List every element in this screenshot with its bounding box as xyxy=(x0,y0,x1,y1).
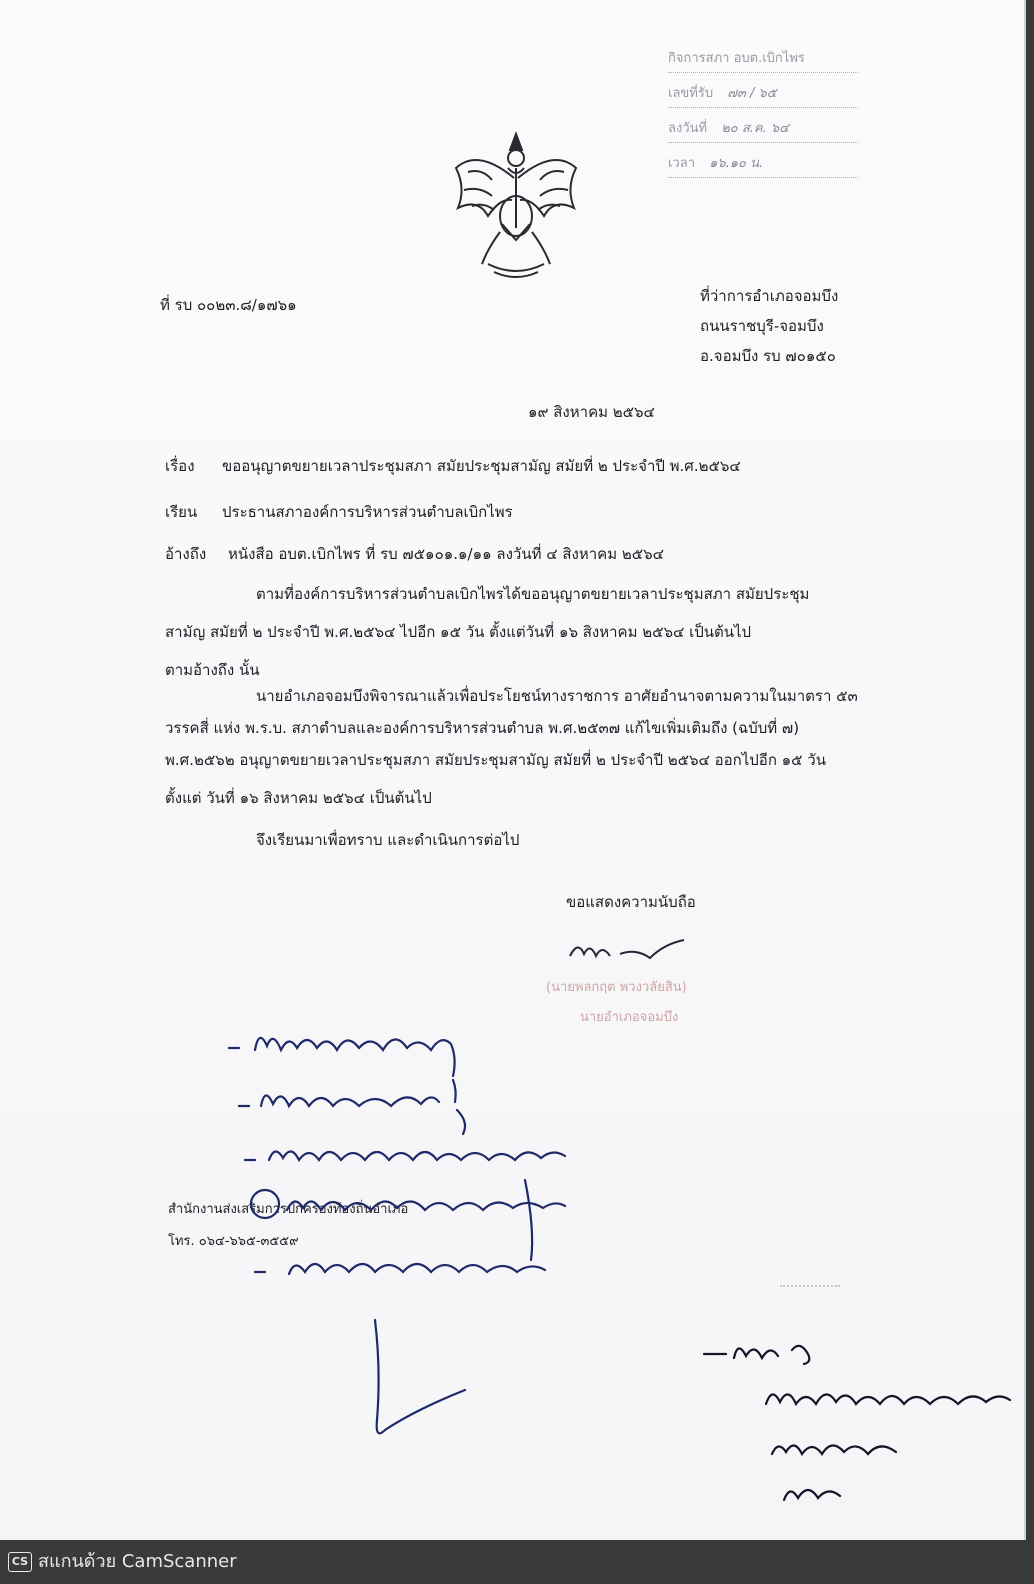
signer-title: นายอำเภอจอมบึง xyxy=(580,1010,679,1025)
footer-office: สำนักงานส่งเสริมการปกครองท้องถิ่นอำเภอ xyxy=(168,1202,409,1217)
closing-salutation: ขอแสดงความนับถือ xyxy=(566,893,696,911)
office-address-line1: ที่ว่าการอำเภอจอมบึง xyxy=(700,287,839,305)
body-paragraph3: จึงเรียนมาเพื่อทราบ และดำเนินการต่อไป xyxy=(256,831,520,849)
body-paragraph1-line1: ตามที่องค์การบริหารส่วนตำบลเบิกไพรได้ขออนุญาตขยายเวลาประชุมสภา สมัยประชุม xyxy=(256,585,810,603)
stamp-line-number: เลขที่รับ ๗๓ / ๖๕ xyxy=(668,81,858,108)
letter-date: ๑๙ สิงหาคม ๒๕๖๔ xyxy=(528,403,655,421)
subject-text: ขออนุญาตขยายเวลาประชุมสภา สมัยประชุมสามัญ สมัยที่ ๒ ประจำปี พ.ศ.๒๕๖๔ xyxy=(222,457,741,475)
signer-name: (นายพลกฤต พวงวลัยสิน) xyxy=(546,980,687,995)
scanner-watermark-bar xyxy=(0,1540,1034,1584)
footer-phone: โทร. ๐๖๔-๖๖๕-๓๕๕๙ xyxy=(168,1234,299,1249)
reference-text: หนังสือ อบต.เบิกไพร ที่ รบ ๗๕๑๐๑.๑/๑๑ ลงวันที่ ๔ สิงหาคม ๒๕๖๔ xyxy=(228,545,664,563)
body-paragraph2-line1: นายอำเภอจอมบึงพิจารณาแล้วเพื่อประโยชน์ทางราชการ อาศัยอำนาจตามความในมาตรา ๕๓ xyxy=(256,687,858,705)
recipient-text: ประธานสภาองค์การบริหารส่วนตำบลเบิกไพร xyxy=(222,503,513,521)
recipient-label: เรียน xyxy=(165,503,198,521)
body-paragraph2-line4: ตั้งแต่ วันที่ ๑๖ สิงหาคม ๒๕๖๔ เป็นต้นไป xyxy=(165,789,432,807)
camscanner-logo-icon: CS xyxy=(8,1552,32,1572)
subject-label: เรื่อง xyxy=(165,457,195,475)
body-paragraph1-line2: สามัญ สมัยที่ ๒ ประจำปี พ.ศ.๒๕๖๔ ไปอีก ๑๕ วัน ตั้งแต่วันที่ ๑๖ สิงหาคม ๒๕๖๔ เป็นต้นไป xyxy=(165,623,752,641)
receipt-stamp xyxy=(668,46,858,186)
body-paragraph1-line3: ตามอ้างถึง นั้น xyxy=(165,661,260,679)
office-address-line2: ถนนราชบุรี-จอมบึง xyxy=(700,317,824,335)
reference-label: อ้างถึง xyxy=(165,545,207,563)
document-number: ที่ รบ ๐๐๒๓.๘/๑๗๖๑ xyxy=(160,296,297,314)
office-address-line3: อ.จอมบึง รบ ๗๐๑๕๐ xyxy=(700,347,836,365)
handwritten-distribution-notes xyxy=(225,1010,595,1470)
stamp-line-time: เวลา ๑๖.๑๐ น. xyxy=(668,151,858,178)
camscanner-label: สแกนด้วย CamScanner xyxy=(38,1551,237,1572)
body-paragraph2-line2: วรรคสี่ แห่ง พ.ร.บ. สภาตำบลและองค์การบริหารส่วนตำบล พ.ศ.๒๕๓๗ แก้ไขเพิ่มเติมถึง (ฉบับที่ ๗) xyxy=(165,719,800,737)
body-paragraph2-line3: พ.ศ.๒๕๖๒ อนุญาตขยายเวลาประชุมสภา สมัยประชุมสามัญ สมัยที่ ๒ ประจำปี ๒๕๖๔ ออกไปอีก ๑๕ วัน xyxy=(165,751,826,769)
signature-icon xyxy=(560,930,700,970)
garuda-emblem-icon xyxy=(448,128,584,284)
stamp-line-org: กิจการสภา อบต.เบิกไพร xyxy=(668,46,858,73)
handwritten-approval-note xyxy=(700,1320,1020,1520)
stamp-line-date: ลงวันที่ ๒๐ ส.ค. ๖๔ xyxy=(668,116,858,143)
faint-stamp-mark xyxy=(780,1285,840,1295)
